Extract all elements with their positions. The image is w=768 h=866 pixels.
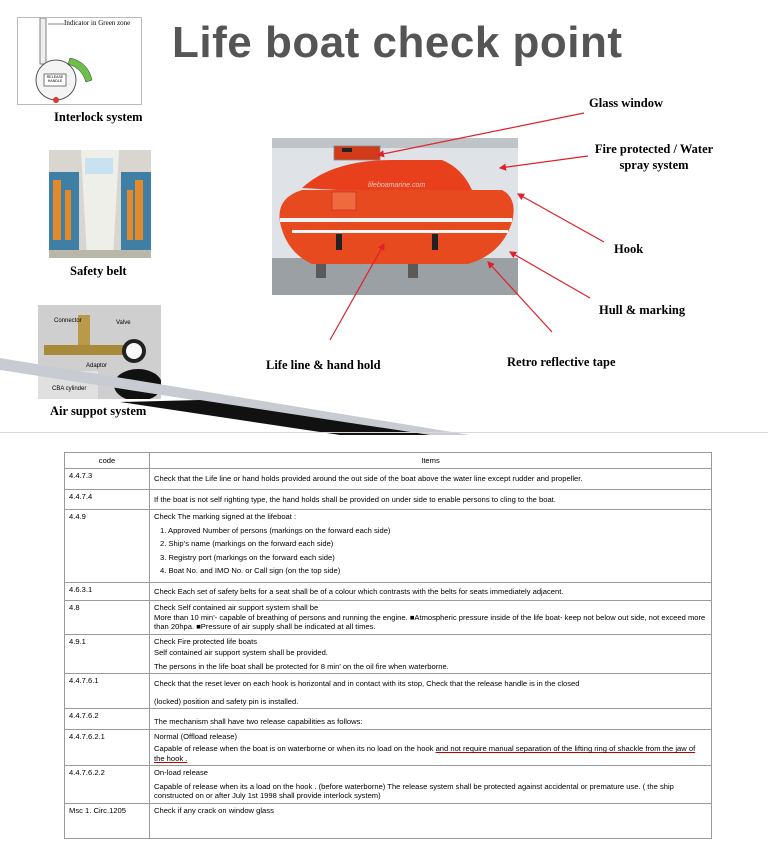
interlock-indicator-label: Indicator in Green zone — [64, 19, 131, 27]
air-cylinder-label: CBA cylinder — [52, 386, 87, 392]
row-line: On-load release — [154, 768, 209, 778]
row-line: The persons in the life boat shall be protected for 8 min’ on the oil fire when waterborne. — [154, 661, 449, 671]
table-row — [65, 634, 712, 673]
row-text-underlined: and not require manual separation of the lifting ring of shackle from the jaw of the hook . — [154, 744, 696, 763]
section-divider — [0, 432, 768, 433]
table-row — [65, 766, 712, 803]
air-valve-label: Valve — [116, 320, 131, 326]
row-items — [150, 634, 712, 673]
row-items — [150, 510, 712, 582]
row-line: 3. Registry port (markings on the forward each side) — [160, 552, 335, 562]
hull-marking-caption: Hull & marking — [599, 303, 686, 317]
table-row — [65, 803, 712, 838]
row-line: Normal (Offload release) — [154, 731, 238, 741]
table-row — [65, 729, 712, 765]
table-row — [65, 510, 712, 582]
row-code: 4.4.9 — [65, 510, 150, 582]
table-row — [65, 709, 712, 729]
row-code: Msc 1. Circ.1205 — [65, 803, 150, 838]
row-code: 4.8 — [65, 601, 150, 634]
header-code: code — [65, 453, 150, 469]
row-items — [150, 709, 712, 729]
row-line: Check that the Life line or hand holds provided around the out side of the boat above the water line except rudder and propeller. — [154, 474, 583, 484]
hook-caption: Hook — [614, 242, 644, 256]
row-items — [150, 803, 712, 838]
row-code: 4.4.7.6.2.2 — [65, 766, 150, 803]
table-row — [65, 489, 712, 509]
row-line: 4. Boat No. and IMO No. or Call sign (on the top side) — [160, 566, 341, 576]
table-row — [65, 601, 712, 634]
air-support-caption: Air suppot system — [50, 404, 147, 418]
fire-protected-caption: Fire protected / Water spray system — [594, 142, 714, 172]
row-items — [150, 674, 712, 709]
table-row — [65, 469, 712, 489]
row-items — [150, 469, 712, 489]
row-items — [150, 729, 712, 765]
row-items — [150, 766, 712, 803]
row-line: Check The marking signed at the lifeboat : — [154, 512, 297, 522]
row-items — [150, 582, 712, 600]
check-items-table — [64, 452, 712, 839]
row-code: 4.4.7.6.2.1 — [65, 729, 150, 765]
table-header-row — [65, 453, 712, 469]
row-code: 4.9.1 — [65, 634, 150, 673]
row-items — [150, 489, 712, 509]
row-line: Check Self contained air support system shall be — [154, 603, 319, 613]
row-code: 4.4.7.3 — [65, 469, 150, 489]
life-line-caption: Life line & hand hold — [266, 358, 381, 372]
row-line: Check Each set of safety belts for a seat shall be of a colour which contrasts with the belts for seats immediately adjacent. — [154, 586, 564, 596]
header-items: Items — [150, 453, 712, 469]
table-row — [65, 674, 712, 709]
row-code: 4.4.7.6.2 — [65, 709, 150, 729]
row-line: Check if any crack on window glass — [154, 805, 274, 815]
row-line — [154, 744, 707, 763]
safety-belt-caption: Safety belt — [70, 264, 127, 278]
interlock-caption: Interlock system — [54, 110, 143, 124]
glass-window-caption: Glass window — [589, 96, 663, 110]
row-line: 1. Approved Number of persons (markings on the forward each side) — [160, 525, 391, 535]
row-code: 4.4.7.4 — [65, 489, 150, 509]
lifeboat-watermark: lifeboamarine.com — [368, 182, 426, 189]
row-line: Check that the reset lever on each hook is horizontal and in contact with its stop, Check that the release handle is in the closed — [154, 679, 580, 689]
row-code: 4.4.7.6.1 — [65, 674, 150, 709]
row-line: The mechanism shall have two release capabilities as follows: — [154, 717, 363, 727]
row-text: Capable of release when the boat is on waterborne or when its no load on the hook — [154, 744, 436, 754]
interlock-handle-label: RELEASE HANDLE — [46, 75, 64, 83]
row-line: 2. Ship’s name (markings on the forward each side) — [160, 539, 334, 549]
page-title: Life boat check point — [172, 18, 623, 67]
row-line: Self contained air support system shall be provided. — [154, 648, 328, 658]
air-connector-label: Connector — [54, 318, 82, 324]
row-line: (locked) position and safety pin is installed. — [154, 696, 299, 706]
air-adaptor-label: Adaptor — [86, 363, 108, 369]
row-line: Capable of release when its a load on the hook . (before waterborne) The release system shall be protected against accidental or premature use. ( the ship constructed on or after July 1st 1998 shall provide interlock system) — [154, 781, 674, 801]
row-code: 4.6.3.1 — [65, 582, 150, 600]
table-row — [65, 582, 712, 600]
row-line: If the boat is not self righting type, the hand holds shall be provided on under side to enable persons to cling to the boat. — [154, 494, 556, 504]
row-line: Check Fire protected life boats — [154, 636, 257, 646]
row-line: More than 10 min’- capable of breathing of persons and running the engine. ■Atmospheric pressure inside of the life boat- keep not below out side, not exceed more than 20hpa. ■Pressure of air supply shall be indicated at all times. — [154, 612, 706, 632]
row-items — [150, 601, 712, 634]
retro-tape-caption: Retro reflective tape — [507, 355, 616, 369]
